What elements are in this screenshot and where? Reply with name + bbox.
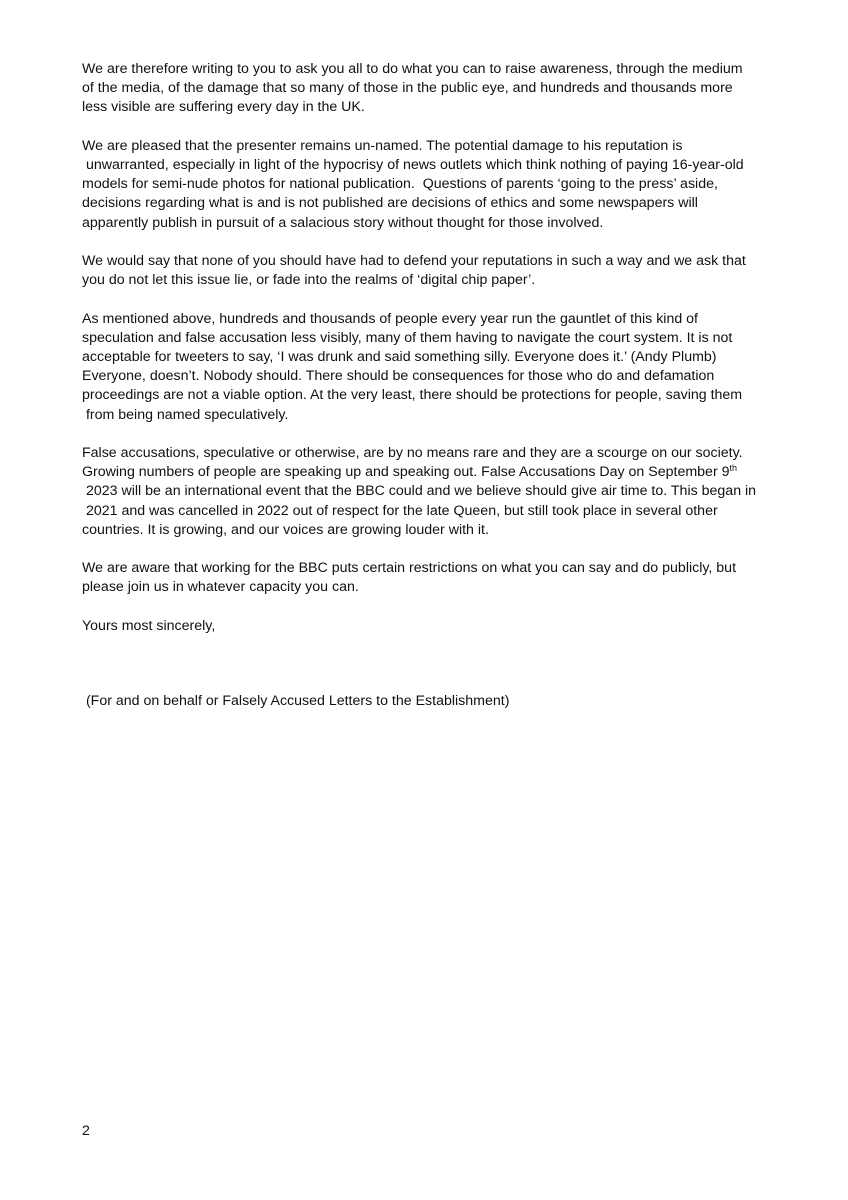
text-line: acceptable for tweeters to say, ‘I was drunk and said something silly. Everyone does it.’ (Andy Plumb)	[82, 349, 717, 365]
paragraph-gauntlet	[82, 310, 782, 425]
text-line: We are aware that working for the BBC puts certain restrictions on what you can say and do publicly, but	[82, 560, 737, 577]
text-line: apparently publish in pursuit of a salacious story without thought for those involved.	[82, 214, 604, 231]
text-line: you do not let this issue lie, or fade into the realms of ‘digital chip paper’.	[82, 272, 536, 289]
text-line: 2023 will be an international event that the BBC could and we believe should give air time to. This began in	[82, 483, 757, 500]
text-segment: Growing numbers of people are speaking up and speaking out. False Accusations Day on September 9	[82, 464, 730, 481]
letter-body	[82, 60, 782, 636]
text-line: False accusations, speculative or otherwise, are by no means rare and they are a scourge on our society.	[82, 445, 743, 461]
text-line: models for semi-nude photos for national publication. Questions of parents ‘going to the press’ aside,	[82, 176, 718, 193]
text-line: As mentioned above, hundreds and thousands of people every year run the gauntlet of this kind of	[82, 310, 698, 327]
text-line: unwarranted, especially in light of the hypocrisy of news outlets which think nothing of paying 16-year-old	[82, 157, 744, 173]
text-line: We are pleased that the presenter remains un-named. The potential damage to his reputation is	[82, 137, 683, 154]
signoff: Yours most sincerely,	[82, 617, 216, 634]
ordinal-suffix: th	[729, 463, 738, 474]
text-line: please join us in whatever capacity you can.	[82, 579, 359, 596]
text-line: proceedings are not a viable option. At the very least, there should be protections for people, saving them	[82, 387, 743, 404]
text-line: We are therefore writing to you to ask you all to do what you can to raise awareness, through the medium	[82, 61, 743, 77]
page-number: 2	[82, 1123, 90, 1139]
on-behalf-line: (For and on behalf or Falsely Accused Letters to the Establishment)	[82, 693, 510, 709]
text-line: 2021 and was cancelled in 2022 out of respect for the late Queen, but still took place in several other	[82, 502, 718, 519]
paragraph-raise-awareness	[82, 60, 782, 118]
text-line: speculation and false accusation less visibly, many of them having to navigate the court system. It is not	[82, 329, 733, 346]
text-line: from being named speculatively.	[82, 406, 289, 423]
paragraph-defend-reputations	[82, 252, 782, 290]
text-line: We would say that none of you should have had to defend your reputations in such a way and we ask that	[82, 253, 746, 269]
text-line: Everyone, doesn’t. Nobody should. There should be consequences for those who do and defamation	[82, 368, 715, 385]
paragraph-bbc-restrictions	[82, 559, 782, 597]
text-line	[82, 463, 782, 482]
text-line: of the media, of the damage that so many of those in the public eye, and hundreds and thousands more	[82, 80, 733, 97]
text-line: countries. It is growing, and our voices are growing louder with it.	[82, 521, 489, 538]
text-line: decisions regarding what is and is not published are decisions of ethics and some newspapers will	[82, 195, 698, 212]
paragraph-false-accusations-day	[82, 444, 782, 540]
text-line: less visible are suffering every day in the UK.	[82, 99, 365, 116]
paragraph-presenter-unnamed	[82, 137, 782, 233]
